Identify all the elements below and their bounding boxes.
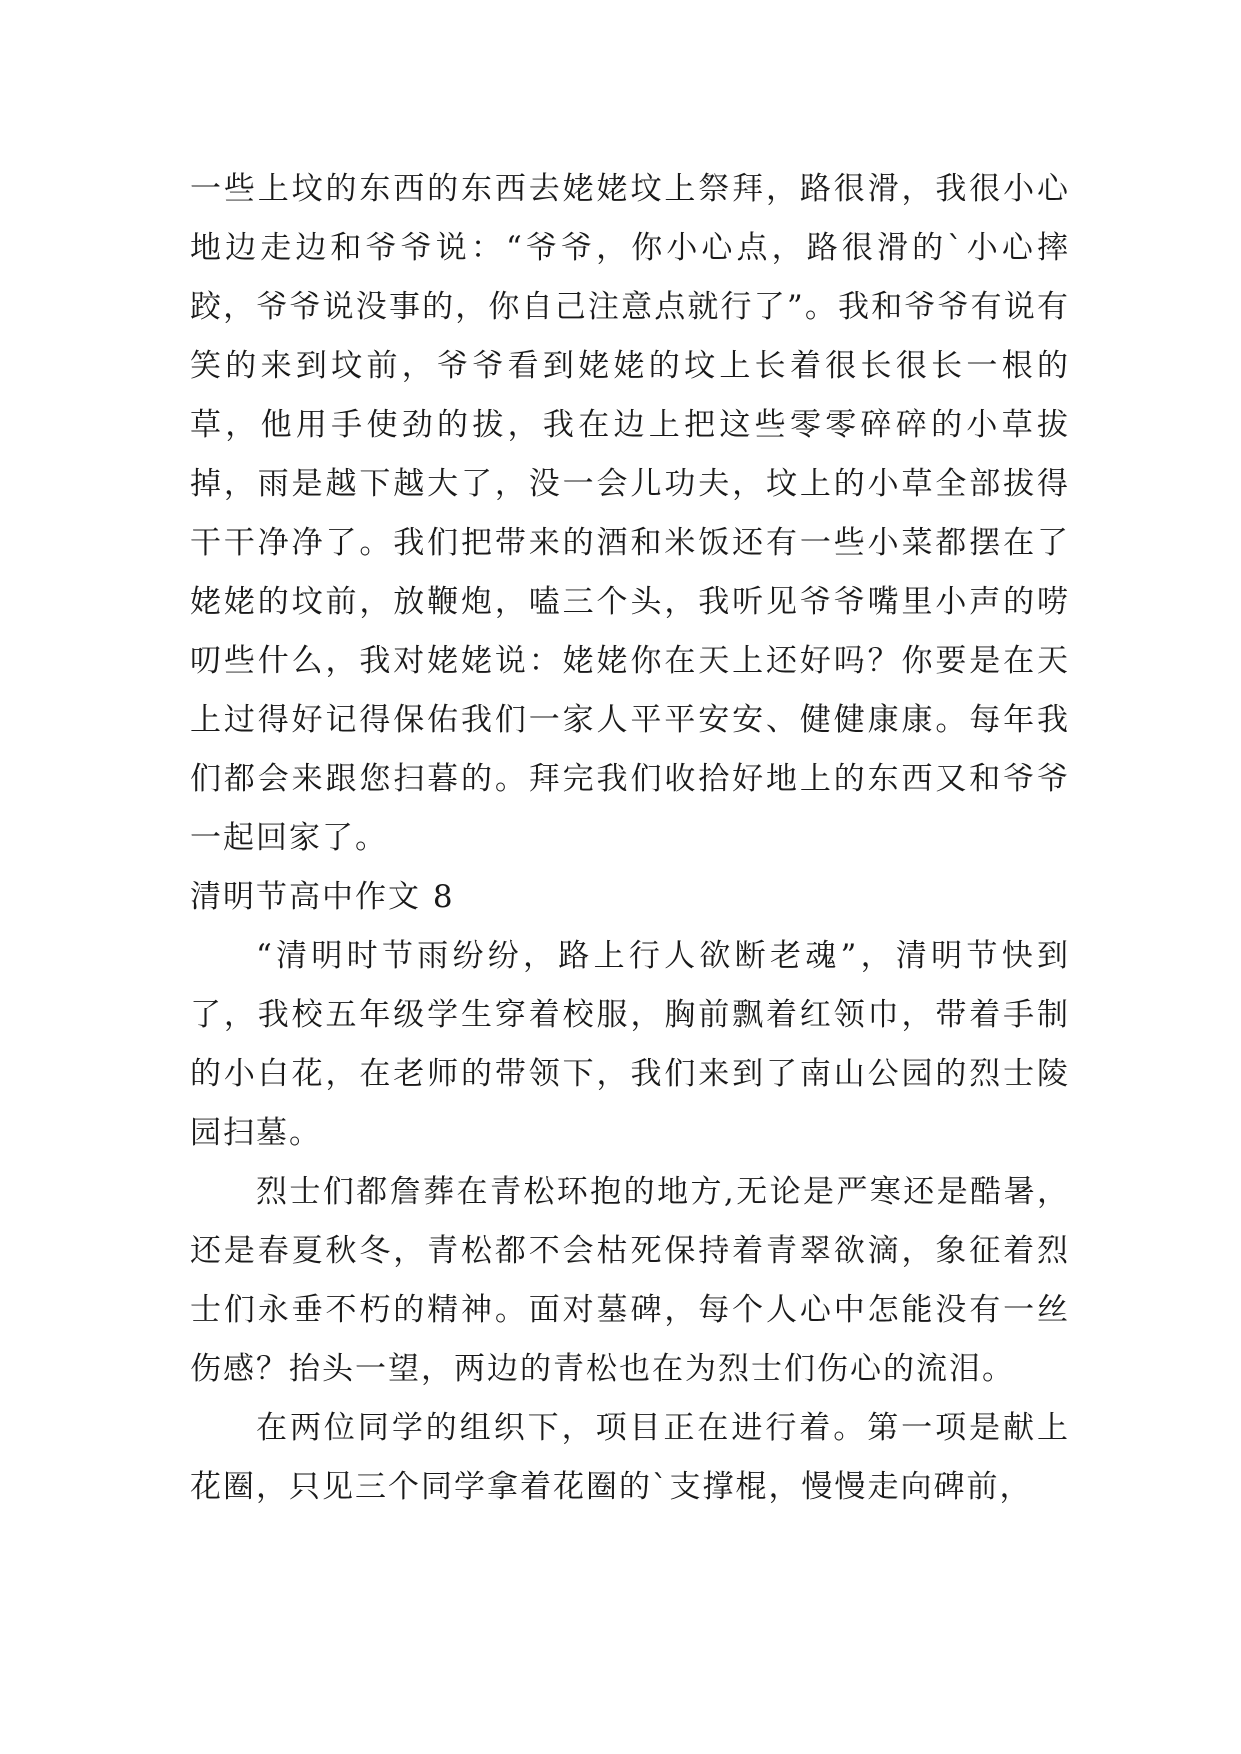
paragraph-1: “清明时节雨纷纷，路上行人欲断老魂”，清明节快到了，我校五年级学生穿着校服，胸前飘着红领巾，带着手制的小白花，在老师的带领下，我们来到了南山公园的烈士陵园扫墓。 [190,938,1070,1151]
paragraph-3: 在两位同学的组织下，项目正在进行着。第一项是献上花圈，只见三个同学拿着花圈的`支撑棍，慢慢走向碑前， [190,1410,1070,1505]
document-page [190,160,1070,1517]
continued-paragraph: 一些上坟的东西的东西去姥姥坟上祭拜，路很滑，我很小心地边走边和爷爷说：“爷爷，你小心点，路很滑的`小心摔跤，爷爷说没事的，你自己注意点就行了”。我和爷爷有说有笑的来到坟前，爷爷看到姥姥的坟上长着很长很长一根的草，他用手使劲的拔，我在边上把这些零零碎碎的小草拔掉，雨是越下越大了，没一会儿功夫，坟上的小草全部拔得干干净净了。我们把带来的酒和米饭还有一些小菜都摆在了姥姥的坟前，放鞭炮，嗑三个头，我听见爷爷嘴里小声的唠叨些什么，我对姥姥说：姥姥你在天上还好吗？你要是在天上过得好记得保佑我们一家人平平安安、健健康康。每年我们都会来跟您扫暮的。拜完我们收拾好地上的东西又和爷爷一起回家了。 [190,171,1070,856]
section-title: 清明节高中作文 8 [190,879,455,915]
paragraph-2: 烈士们都詹葬在青松环抱的地方,无论是严寒还是酷暑，还是春夏秋冬，青松都不会枯死保持着青翠欲滴，象征着烈士们永垂不朽的精神。面对墓碑，每个人心中怎能没有一丝伤感？抬头一望，两边的青松也在为烈士们伤心的流泪。 [190,1174,1070,1387]
body-text [190,160,1070,1517]
